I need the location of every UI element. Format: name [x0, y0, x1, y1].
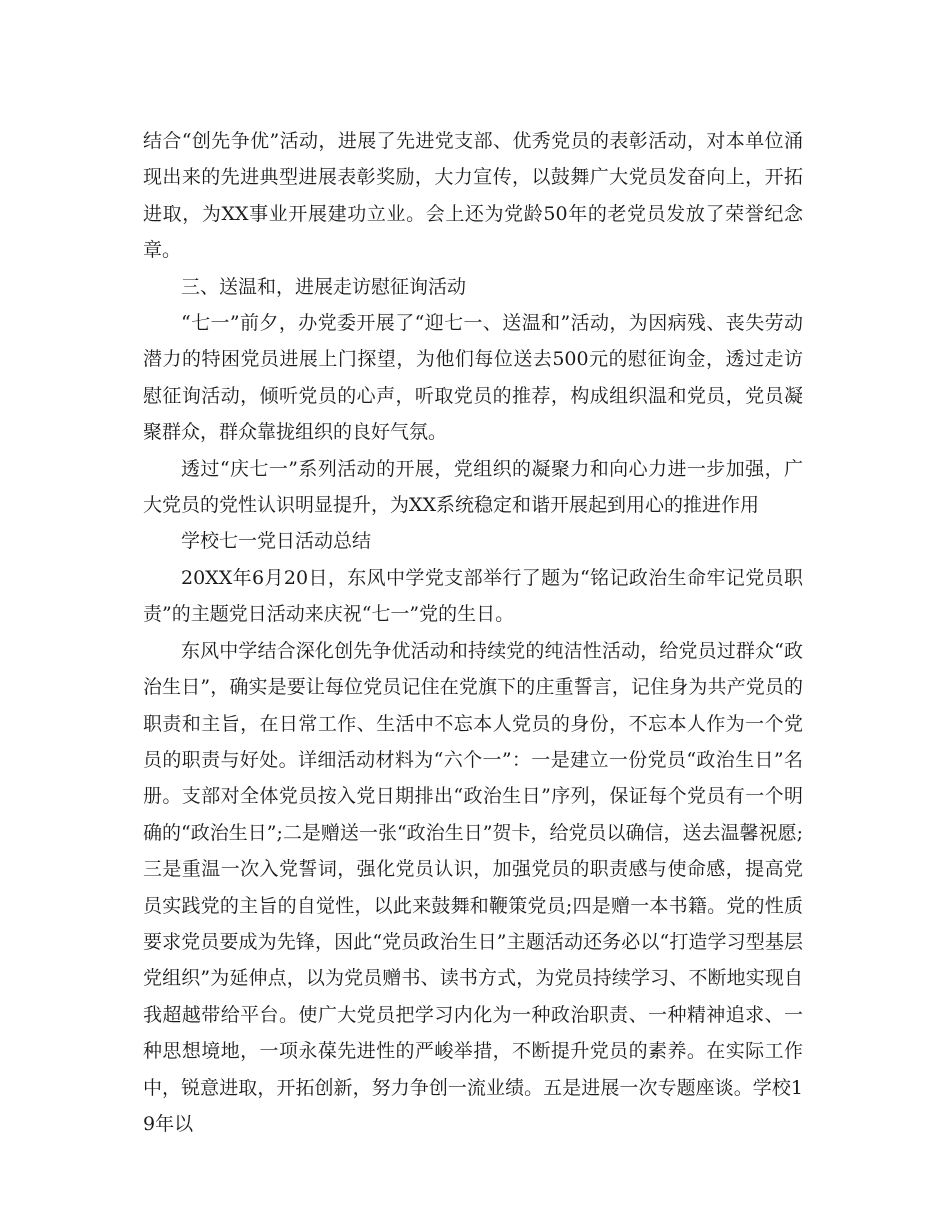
paragraph-1: 结合“创先争优”活动，进展了先进党支部、优秀党员的表彰活动，对本单位涌现出来的先进典型进展表彰奖励，大力宣传，以鼓舞广大党员发奋向上，开拓进取，为XX事业开展建功立业。会上还为党龄50年的老党员发放了荣誉纪念章。 — [143, 130, 803, 262]
document-body — [143, 123, 803, 1142]
paragraph-5: 东风中学结合深化创先争优活动和持续党的纯洁性活动，给党员过群众“政治生日”，确实是要让每位党员记住在党旗下的庄重誓言，记住身为共产党员的职责和主旨，在日常工作、生活中不忘本人党员的身份，不忘本人作为一个党员的职责与好处。详细活动材料为“六个一”：一是建立一份党员“政治生日”名册。支部对全体党员按入党日期排出“政治生日”序列，保证每个党员有一个明确的“政治生日”;二是赠送一张“政治生日”贺卡，给党员以确信，送去温馨祝愿;三是重温一次入党誓词，强化党员认识，加强党员的职责感与使命感，提高党员实践党的主旨的自觉性，以此来鼓舞和鞭策党员;四是赠一本书籍。党的性质要求党员要成为先锋，因此“党员政治生日”主题活动还务必以“打造学习型基层党组织”为延伸点，以为党员赠书、读书方式，为党员持续学习、不断地实现自我超越带给平台。使广大党员把学习内化为一种政治职责、一种精神追求、一种思想境地，一项永葆先进性的严峻举措，不断提升党员的素养。在实际工作中，锐意进取，开拓创新，努力争创一流业绩。五是进展一次专题座谈。学校19年以 — [143, 639, 803, 1135]
paragraph-2: “七一”前夕，办党委开展了“迎七一、送温和”活动，为因病残、丧失劳动潜力的特困党员进展上门探望，为他们每位送去500元的慰征询金，透过走访慰征询活动，倾听党员的心声，听取党员的推荐，构成组织温和党员，党员凝聚群众，群众靠拢组织的良好气氛。 — [143, 312, 803, 444]
paragraph-3: 透过“庆七一”系列活动的开展，党组织的凝聚力和向心力进一步加强，广大党员的党性认识明显提升，为XX系统稳定和谐开展起到用心的推进作用 — [143, 457, 803, 517]
document-subtitle: 学校七一党日活动总结 — [181, 530, 372, 553]
section-heading-3: 三、送温和，进展走访慰征询活动 — [181, 275, 467, 298]
paragraph-4: 20XX年6月20日，东风中学党支部举行了题为“铭记政治生命牢记党员职责”的主题党日活动来庆祝“七一”党的生日。 — [143, 566, 803, 626]
